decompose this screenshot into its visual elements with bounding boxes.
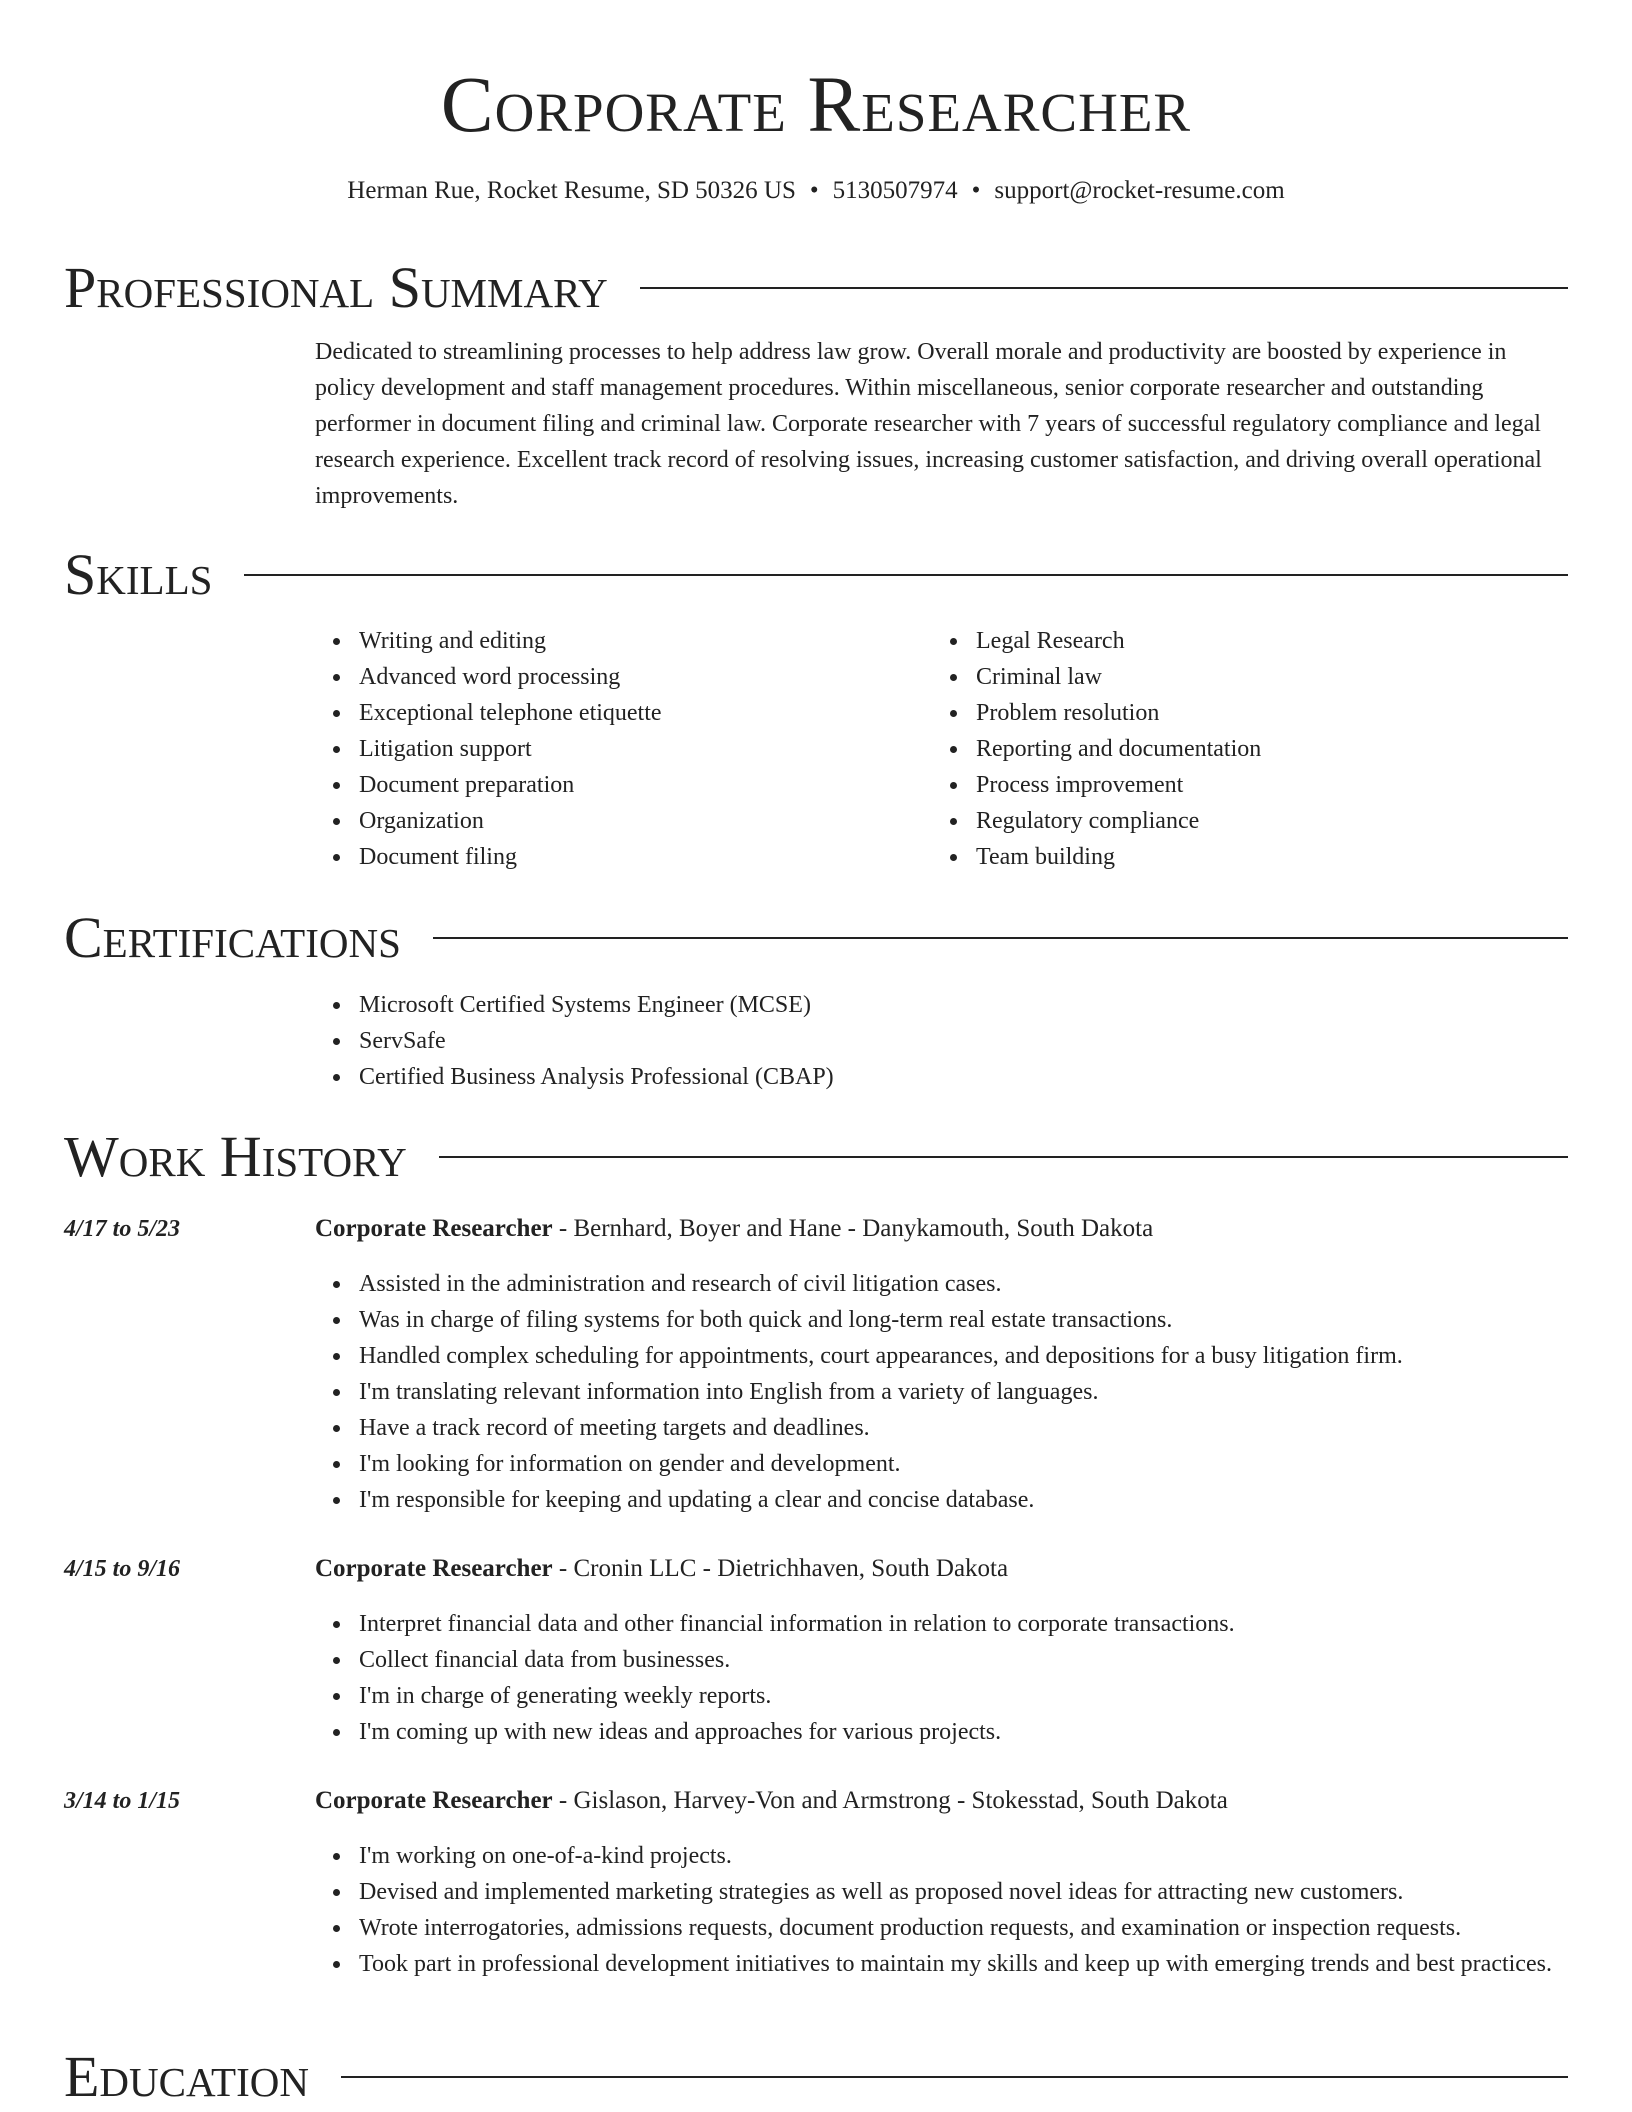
- certifications-list: [315, 987, 1568, 1095]
- education-section-title: Education: [64, 2044, 309, 2109]
- job-bullet: I'm responsible for keeping and updating a clear and concise database.: [359, 1482, 1568, 1518]
- job-employer: - Gislason, Harvey-Von and Armstrong - Stokesstad, South Dakota: [552, 1787, 1228, 1814]
- contact-email: support@rocket-resume.com: [994, 177, 1285, 204]
- job-bullet: I'm working on one-of-a-kind projects.: [359, 1838, 1568, 1874]
- skill-item: Document filing: [359, 839, 932, 875]
- skill-item: Reporting and documentation: [976, 731, 1549, 767]
- job-dates: 4/17 to 5/23: [64, 1216, 181, 1242]
- job-role: Corporate Researcher: [315, 1555, 553, 1582]
- section-divider: [244, 574, 1568, 576]
- skill-item: Criminal law: [976, 659, 1549, 695]
- skill-item: Organization: [359, 803, 932, 839]
- contact-separator: •: [971, 177, 981, 204]
- contact-address: Herman Rue, Rocket Resume, SD 50326 US: [347, 177, 796, 204]
- education-section-header: [64, 2042, 1568, 2112]
- skill-item: Litigation support: [359, 731, 932, 767]
- skill-item: Advanced word processing: [359, 659, 932, 695]
- skill-item: Team building: [976, 839, 1549, 875]
- skills-section-title: Skills: [64, 542, 213, 607]
- job-bullet: Handled complex scheduling for appointments, court appearances, and depositions for a busy litigation firm.: [359, 1338, 1568, 1374]
- skills-section-header: [64, 540, 1568, 610]
- resume-name: Corporate Researcher: [440, 62, 1192, 149]
- section-divider: [640, 287, 1568, 289]
- job-employer: - Bernhard, Boyer and Hane - Danykamouth, South Dakota: [552, 1215, 1154, 1242]
- job-bullet: I'm looking for information on gender and development.: [359, 1446, 1568, 1482]
- summary-text: Dedicated to streamlining processes to help address law grow. Overall morale and productivity are boosted by experience in policy development and staff management procedures. Within miscellaneous, senior corporate researcher and outstanding performer in document filing and criminal law. Corporate researcher with 7 years of successful regulatory compliance and legal research experience. Excellent track record of resolving issues, increasing customer satisfaction, and driving overall operational improvements.: [315, 339, 1542, 509]
- summary-section-title: Professional Summary: [64, 255, 608, 320]
- section-divider: [341, 2076, 1568, 2078]
- section-divider: [439, 1156, 1568, 1158]
- job-heading: [315, 1551, 1568, 1587]
- job-bullet: Took part in professional development initiatives to maintain my skills and keep up with emerging trends and best practices.: [359, 1946, 1568, 1982]
- skill-item: Regulatory compliance: [976, 803, 1549, 839]
- skill-item: Exceptional telephone etiquette: [359, 695, 932, 731]
- job-bullet: I'm in charge of generating weekly reports.: [359, 1678, 1568, 1714]
- job-bullets: [315, 1606, 1568, 1750]
- job-role: Corporate Researcher: [315, 1215, 553, 1242]
- certifications-section-title: Certifications: [64, 905, 401, 970]
- skills-column-right: [932, 623, 1549, 875]
- job-role: Corporate Researcher: [315, 1787, 553, 1814]
- section-divider: [433, 937, 1568, 939]
- certification-item: Certified Business Analysis Professional (CBAP): [359, 1059, 1568, 1095]
- job-bullet: I'm coming up with new ideas and approaches for various projects.: [359, 1714, 1568, 1750]
- job-bullet: I'm translating relevant information into English from a variety of languages.: [359, 1374, 1568, 1410]
- job-bullet: Devised and implemented marketing strategies as well as proposed novel ideas for attracting new customers.: [359, 1874, 1568, 1910]
- job-dates: 3/14 to 1/15: [64, 1788, 181, 1814]
- job-bullet: Assisted in the administration and research of civil litigation cases.: [359, 1266, 1568, 1302]
- skills-column-left: [315, 623, 932, 875]
- job-bullets: [315, 1266, 1568, 1518]
- contact-separator: •: [809, 177, 819, 204]
- contact-phone: 5130507974: [832, 177, 958, 204]
- job-bullets: [315, 1838, 1568, 1982]
- job-bullet: Interpret financial data and other financial information in relation to corporate transactions.: [359, 1606, 1568, 1642]
- work-section-title: Work History: [64, 1124, 407, 1189]
- certification-item: ServSafe: [359, 1023, 1568, 1059]
- contact-line: [64, 173, 1568, 209]
- skill-item: Legal Research: [976, 623, 1549, 659]
- skill-item: Problem resolution: [976, 695, 1549, 731]
- job-heading: [315, 1783, 1568, 1819]
- job-bullet: Have a track record of meeting targets and deadlines.: [359, 1410, 1568, 1446]
- job-heading: [315, 1211, 1568, 1247]
- skills-list: [315, 623, 1568, 875]
- skill-item: Writing and editing: [359, 623, 932, 659]
- skill-item: Process improvement: [976, 767, 1549, 803]
- job-dates: 4/15 to 9/16: [64, 1556, 181, 1582]
- job-bullet: Collect financial data from businesses.: [359, 1642, 1568, 1678]
- job-employer: - Cronin LLC - Dietrichhaven, South Dakota: [552, 1555, 1009, 1582]
- certifications-section-header: [64, 903, 1568, 973]
- certification-item: Microsoft Certified Systems Engineer (MCSE): [359, 987, 1568, 1023]
- work-section-header: [64, 1122, 1568, 1192]
- skill-item: Document preparation: [359, 767, 932, 803]
- job-bullet: Was in charge of filing systems for both quick and long-term real estate transactions.: [359, 1302, 1568, 1338]
- job-bullet: Wrote interrogatories, admissions requests, document production requests, and examination or inspection requests.: [359, 1910, 1568, 1946]
- summary-section-header: [64, 253, 1568, 323]
